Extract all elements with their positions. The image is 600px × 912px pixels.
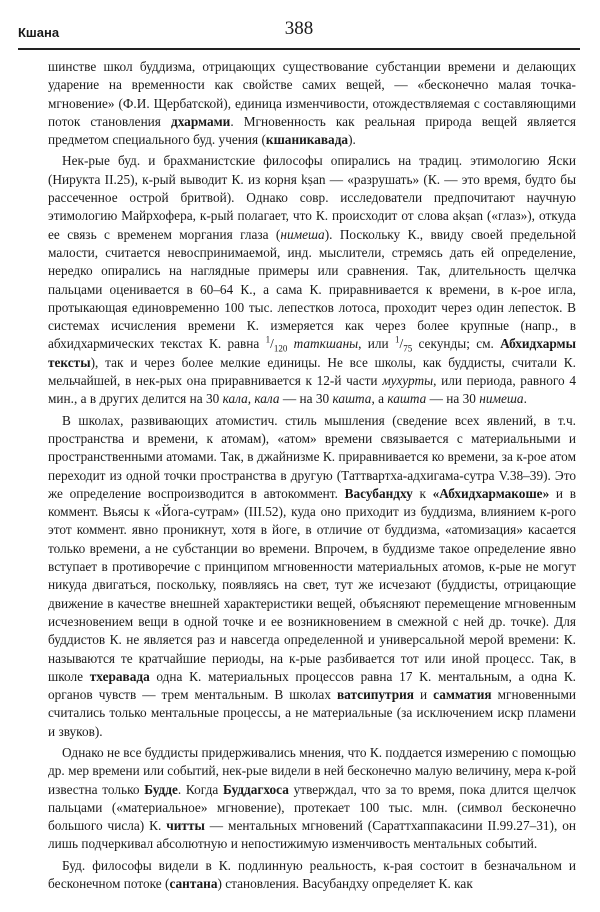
term-vasubandhu: Васубандху [344,485,413,501]
paragraph-3: В школах, развивающих атомистич. стиль мышления (сведение всех явлений, в т.ч. пространства и времени, к атомам), «атом» времени связывается с материальными и пространственными атомами. Так, в джайнизме К. приравнивается ко времени, за к-рое атом переходит из одной точки пространства в другую (Таттвартха-адхигама-сутра V.38–39). Это же определение воспроизводится в автокоммент. Васубандху к «Абхидхармакоше» и в коммент. Вьясы к «Йога-сутрам» (III.52), куда оно приходит из буддизма, влиянием к-рого этот коммент. явно проникнут, хотя в йоге, в отличие от буддизма, «атомизация» касается только времени, а не субстанции во времени. Впрочем, в буддизме такое определение явно вступает в противоречие с принципом мгновенности материальных атомов, к-рые не могут никуда двигаться, поскольку, появляясь на свет, тут же исчезают (буддисты, отрицающие движение в качестве внешней характеристики вещей, объясняют перемещение мгновенным исчезновением вещи в одной точке и ее возникновением в смежной с ней др. точке). Для буддистов К. не является раз и навсегда определенной и универсальной мерой времени: К. называются те кратчайшие периоды, на к-рые разбивается тот или иной процесс. Так, в школе тхеравада одна К. материальных процессов равна 17 К. ментальным, а одна К. органов чувств — трем ментальным. В школах ватсипутрия и самматия мгновенными считались только ментальные процессы, а не материальные (за исключением искр пламени и звуков). [48,412,577,739]
article-body [48,58,576,896]
term-chitta: читты [166,818,205,834]
term-buddhaghosa: Буддагхоса [222,781,289,797]
term-buddha: Будде [144,781,178,797]
term-santana: сантана [169,876,218,892]
term-sammatiya: самматия [433,687,492,703]
term-abhidharmakosha: «Абхидхармакоше» [432,485,550,501]
paragraph-1: шинстве школ буддизма, отрицающих существование субстанции времени и делающих ударение на временности как свойстве самих вещей, — «бесконечно малая точка-мгновение» (Ф.И. Щербатской), единица изменчивости, отождествляемая с составляющими поток становления дхармами. Мгновенность как реальная природа вещей является предметом специального буд. учения (кшаникавада). [48,59,576,148]
term-kshanikavada: кшаникавада [265,132,349,148]
term-abhidharma-texts: Абхидхармы тексты [48,336,576,370]
term-vatsiputriya: ватсипутрия [336,687,414,703]
running-head: Кшана [18,25,60,40]
page-number: 388 [284,18,314,39]
page-header [18,18,580,50]
paragraph-4: Однако не все буддисты придерживались мнения, что К. поддается измерению с помощью др. мер времени или событий, нек-рые видели в ней бесконечно малую величину, мера к-рой известна только Будде. Когда Буддагхоса утверждал, что за то время, пока длится щелчок пальцами («материальное» мгновение), протекает 100 тыс. млн. (символ бесконечно большого числа) К. читты — ментальных мгновений (Сараттхаппакасини II.99.27–31), он лишь подчеркивал абсолютную и непостижимую изменчивость ментальных событий. [48,744,576,852]
term-dharmas: дхармами [170,113,231,129]
term-theravada: тхеравада [89,668,150,684]
paragraph-2: Нек-рые буд. и брахманистские философы опирались на традиц. этимологию Яски (Нирукта II.25), к-рый выводит К. из корня kṣan — «разрушать» (К. — это время, будто бы рассеченное острой бритвой). Однако совр. исследователи предпочитают научную этимологию Майрхофера, к-рый полагает, что К. происходит от слова akṣan («глаз»), откуда ее связь с временем моргания глаза (нимеша). Поскольку К., ввиду своей предельной малости, считается невоспринимаемой, инд. мыслители, стремясь дать ей определение, нередко опирались на наглядные примеры или сравнения. Так, длительность щелчка пальцами оценивается в 60–64 К., а сама К. приравнивается к времени, в к-рое игла, протыкающая единовременно 100 тыс. лепестков лотоса, проходит через один лепесток. В системах исчисления времени К. измеряется как через более крупные (напр., в абхидхармических текстах К. равна $^1/_{120}$ таткшаны, или $^1/_{75}$ секунды; см. Абхидхармы тексты), так и через более мелкие единицы. Не все школы, как буддисты, считали К. мельчайшей, в нек-рых она приравнивается к 12-й части мухурты, или периода, равного 4 мин., а в других делится на 30 кала, кала — на 30 кашта, а кашта — на 30 нимеша. [48,153,576,407]
paragraph-5: Буд. философы видели в К. подлинную реальность, к-рая состоит в безначальном и бесконечном потоке (сантана) становления. Васубандху определяет К. как [48,857,576,892]
